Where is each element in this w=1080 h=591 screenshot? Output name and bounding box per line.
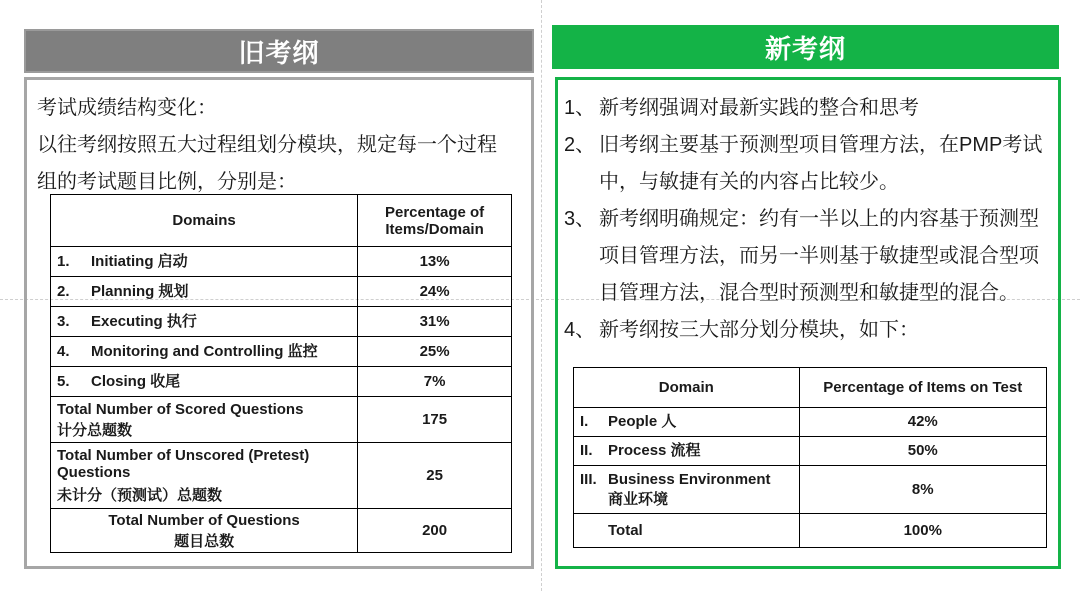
percentage-cell: 13%	[358, 247, 512, 277]
percentage-cell: 7%	[358, 367, 512, 397]
new-banner-title: 新考纲	[764, 33, 846, 64]
row-number: I.	[580, 413, 589, 430]
domain-cell	[51, 337, 358, 367]
domain-label-cn: 商业环境	[608, 490, 669, 508]
domain-cell	[574, 466, 800, 514]
old-syllabus-banner	[24, 29, 534, 73]
table-row	[51, 337, 512, 367]
domain-label: Planning 规划	[91, 283, 189, 300]
old-description	[37, 90, 522, 201]
header-domain: Domain	[574, 368, 800, 408]
total-value-cell: 100%	[799, 514, 1046, 548]
total-label-en: Total Number of Questions	[108, 511, 300, 529]
unscored-label-en: Total Number of Unscored (Pretest) Questions	[57, 447, 310, 481]
domain-cell	[51, 307, 358, 337]
table-row	[51, 367, 512, 397]
total-label-cn: 题目总数	[174, 532, 235, 550]
domain-label: Executing 执行	[91, 313, 197, 330]
old-text-line: 考试成绩结构变化：	[37, 97, 217, 119]
total-label-cell: Total	[574, 514, 800, 548]
unscored-value-cell: 25	[358, 443, 512, 509]
scored-label-cn: 计分总题数	[57, 421, 133, 439]
row-number: 4.	[57, 343, 70, 360]
scored-label-en: Total Number of Scored Questions	[57, 400, 304, 418]
domain-label: Process 流程	[608, 442, 701, 459]
unscored-label-cn: 未计分（预测试）总题数	[57, 487, 223, 504]
table-row-total	[574, 514, 1047, 548]
percentage-cell: 25%	[358, 337, 512, 367]
percentage-cell: 8%	[799, 466, 1046, 514]
old-text-line: 以往考纲按照五大过程组划分模块，规定每一个过程	[37, 134, 497, 156]
item-text: 旧考纲主要基于预测型项目管理方法，在PMP考试中，与敏捷有关的内容占比较少。	[599, 134, 1043, 193]
scored-value-cell: 175	[358, 397, 512, 443]
table-row	[51, 277, 512, 307]
domain-cell	[51, 247, 358, 277]
header-percentage: Percentage of Items/Domain	[358, 195, 512, 247]
new-syllabus-panel	[555, 77, 1061, 569]
item-text: 新考纲强调对最新实践的整合和思考	[599, 97, 919, 119]
new-domain-table	[573, 367, 1047, 548]
table-row	[574, 437, 1047, 466]
item-index: 4、	[564, 319, 596, 341]
old-banner-title: 旧考纲	[238, 37, 320, 68]
total-label-cell	[51, 509, 358, 553]
row-number: 2.	[57, 283, 70, 300]
table-header-row	[574, 368, 1047, 408]
table-row	[574, 408, 1047, 437]
table-row	[51, 307, 512, 337]
item-index: 3、	[564, 208, 596, 230]
table-row	[51, 247, 512, 277]
domain-label: Business Environment	[608, 470, 771, 488]
old-domain-table	[50, 194, 512, 553]
header-domains: Domains	[51, 195, 358, 247]
domain-cell	[574, 408, 800, 437]
list-item	[564, 312, 1054, 349]
table-row-scored	[51, 397, 512, 443]
list-item	[564, 201, 1054, 312]
list-item	[564, 127, 1054, 201]
row-number: 5.	[57, 373, 70, 390]
row-number: 3.	[57, 313, 70, 330]
table-header-row	[51, 195, 512, 247]
new-points-list	[564, 90, 1054, 349]
row-number: II.	[580, 442, 593, 459]
domain-cell	[51, 367, 358, 397]
percentage-cell: 31%	[358, 307, 512, 337]
percentage-cell: 50%	[799, 437, 1046, 466]
domain-cell	[574, 437, 800, 466]
domain-label: People 人	[608, 413, 677, 430]
list-item	[564, 90, 1054, 127]
percentage-cell: 42%	[799, 408, 1046, 437]
item-index: 2、	[564, 134, 596, 156]
new-syllabus-banner	[552, 25, 1059, 69]
total-value-cell: 200	[358, 509, 512, 553]
percentage-cell: 24%	[358, 277, 512, 307]
table-row	[574, 466, 1047, 514]
old-syllabus-panel	[24, 77, 534, 569]
item-text: 新考纲按三大部分划分模块，如下：	[599, 319, 919, 341]
domain-label: Initiating 启动	[91, 253, 188, 270]
row-number: III.	[580, 470, 597, 488]
domain-label: Monitoring and Controlling 监控	[91, 343, 318, 360]
old-text-line: 组的考试题目比例，分别是：	[37, 171, 297, 193]
item-text: 新考纲明确规定：约有一半以上的内容基于预测型项目管理方法，而另一半则基于敏捷型或混合型项目管理方法，混合型时预测型和敏捷型的混合。	[599, 208, 1039, 304]
domain-cell	[51, 277, 358, 307]
item-index: 1、	[564, 97, 596, 119]
table-row-unscored	[51, 443, 512, 509]
guide-line-vertical	[541, 0, 542, 591]
table-row-total	[51, 509, 512, 553]
header-percentage: Percentage of Items on Test	[799, 368, 1046, 408]
unscored-label-cell	[51, 443, 358, 509]
row-number: 1.	[57, 253, 70, 270]
scored-label-cell	[51, 397, 358, 443]
domain-label: Closing 收尾	[91, 373, 181, 390]
